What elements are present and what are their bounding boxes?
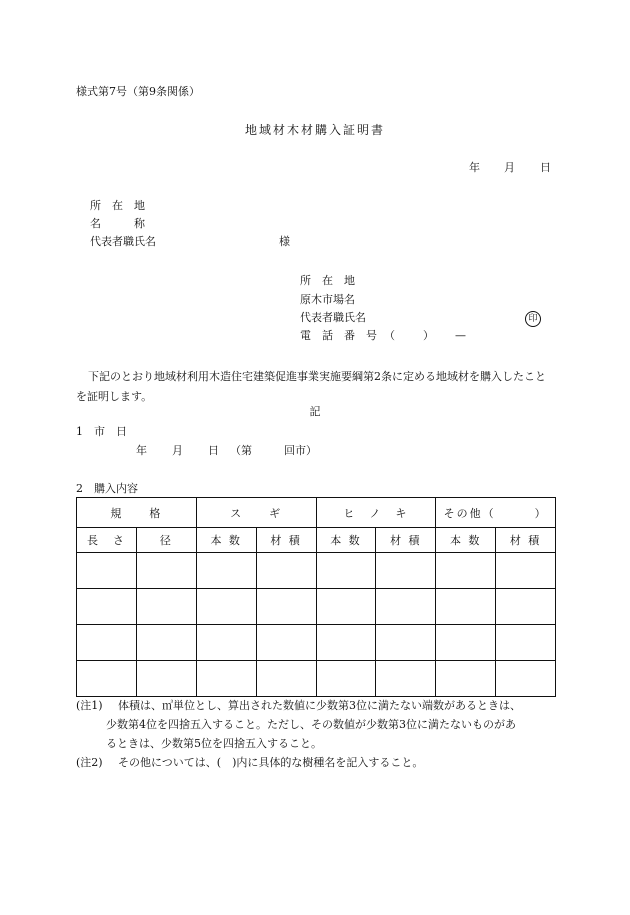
table-cell[interactable] [77, 625, 137, 661]
page-title: 地域材木材購入証明書 [244, 123, 385, 137]
addressee-location-label: 所 在 地 [90, 199, 145, 212]
table-cell[interactable] [496, 589, 556, 625]
table-sub-header-row [77, 528, 556, 553]
subheader-other-volume: 材 積 [496, 528, 556, 553]
header-kikaku: 規 格 [77, 498, 197, 528]
date-month-label: 月 [504, 161, 515, 174]
subheader-hinoki-volume: 材 積 [376, 528, 436, 553]
table-cell[interactable] [436, 661, 496, 697]
issuer-phone-label: 電 話 番 号 [300, 329, 377, 342]
item1-label: 1 市 日 [76, 425, 127, 438]
note2-text: その他については、( )内に具体的な樹種名を記入すること。 [118, 756, 424, 769]
phone-close-paren: ） [423, 329, 434, 342]
subheader-diameter: 径 [136, 528, 196, 553]
table-cell[interactable] [196, 589, 256, 625]
table-cell[interactable] [496, 625, 556, 661]
table-cell[interactable] [77, 553, 137, 589]
table-row [77, 661, 556, 697]
date-year-label: 年 [469, 161, 480, 174]
subheader-hinoki-count: 本 数 [316, 528, 376, 553]
table-cell[interactable] [496, 553, 556, 589]
table-cell[interactable] [316, 625, 376, 661]
table-cell[interactable] [196, 553, 256, 589]
table-row [77, 553, 556, 589]
table-cell[interactable] [376, 661, 436, 697]
subheader-sugi-count: 本 数 [196, 528, 256, 553]
table-cell[interactable] [196, 661, 256, 697]
table-cell[interactable] [316, 553, 376, 589]
issuer-rep-label: 代表者職氏名 [300, 311, 366, 324]
subheader-other-count: 本 数 [436, 528, 496, 553]
subheader-length: 長 さ [77, 528, 137, 553]
phone-open-paren: （ [384, 329, 395, 342]
table-cell[interactable] [136, 661, 196, 697]
item2-label: 2 購入内容 [76, 482, 138, 495]
header-other: その他（ ） [436, 498, 556, 528]
note1-line1: 体積は、㎥単位とし、算出された数値に少数第3位に満たない端数があるときは、 [118, 699, 521, 712]
table-row [77, 589, 556, 625]
note2-label: (注2) [76, 756, 103, 769]
table-cell[interactable] [316, 661, 376, 697]
table-group-header-row [77, 498, 556, 528]
table-cell[interactable] [256, 625, 316, 661]
table-cell[interactable] [196, 625, 256, 661]
table-cell[interactable] [136, 553, 196, 589]
table-cell[interactable] [436, 625, 496, 661]
addressee-name-label: 名 称 [90, 217, 145, 230]
honorific: 様 [279, 235, 290, 248]
table-cell[interactable] [256, 661, 316, 697]
item1-month: 月 [172, 444, 183, 457]
table-cell[interactable] [136, 589, 196, 625]
table-cell[interactable] [256, 589, 316, 625]
table-cell[interactable] [436, 553, 496, 589]
phone-dash: — [455, 329, 466, 342]
table-cell[interactable] [376, 589, 436, 625]
form-number: 様式第7号（第9条関係） [76, 85, 200, 98]
item1-kaiichi: 回市） [284, 444, 317, 457]
table-cell[interactable] [316, 589, 376, 625]
note1-line2: 少数第4位を四捨五入すること。ただし、その数値が少数第3位に満たないものがあ [106, 718, 516, 731]
header-sugi: ス ギ [196, 498, 316, 528]
subheader-sugi-volume: 材 積 [256, 528, 316, 553]
item1-dai: （第 [230, 444, 252, 457]
certification-text: 下記のとおり地域材利用木造住宅建築促進事業実施要綱第2条に定める地域材を購入したことを証明します。 [76, 370, 546, 403]
note1-line3: るときは、少数第5位を四捨五入すること。 [106, 737, 322, 750]
date-day-label: 日 [540, 161, 551, 174]
table-cell[interactable] [256, 553, 316, 589]
issuer-market-label: 原木市場名 [300, 293, 355, 306]
issuer-location-label: 所 在 地 [300, 274, 355, 287]
table-cell[interactable] [136, 625, 196, 661]
table-cell[interactable] [496, 661, 556, 697]
addressee-rep-label: 代表者職氏名 [90, 235, 156, 248]
item1-year: 年 [136, 444, 147, 457]
table-row [77, 625, 556, 661]
item1-day: 日 [208, 444, 219, 457]
purchase-table [76, 497, 556, 697]
ki-label: 記 [309, 405, 321, 418]
table-cell[interactable] [77, 589, 137, 625]
header-hinoki: ヒ ノ キ [316, 498, 436, 528]
table-cell[interactable] [77, 661, 137, 697]
note1-label: (注1) [76, 699, 103, 712]
table-cell[interactable] [376, 625, 436, 661]
table-cell[interactable] [436, 589, 496, 625]
table-cell[interactable] [376, 553, 436, 589]
seal-mark: 印 [525, 311, 541, 327]
